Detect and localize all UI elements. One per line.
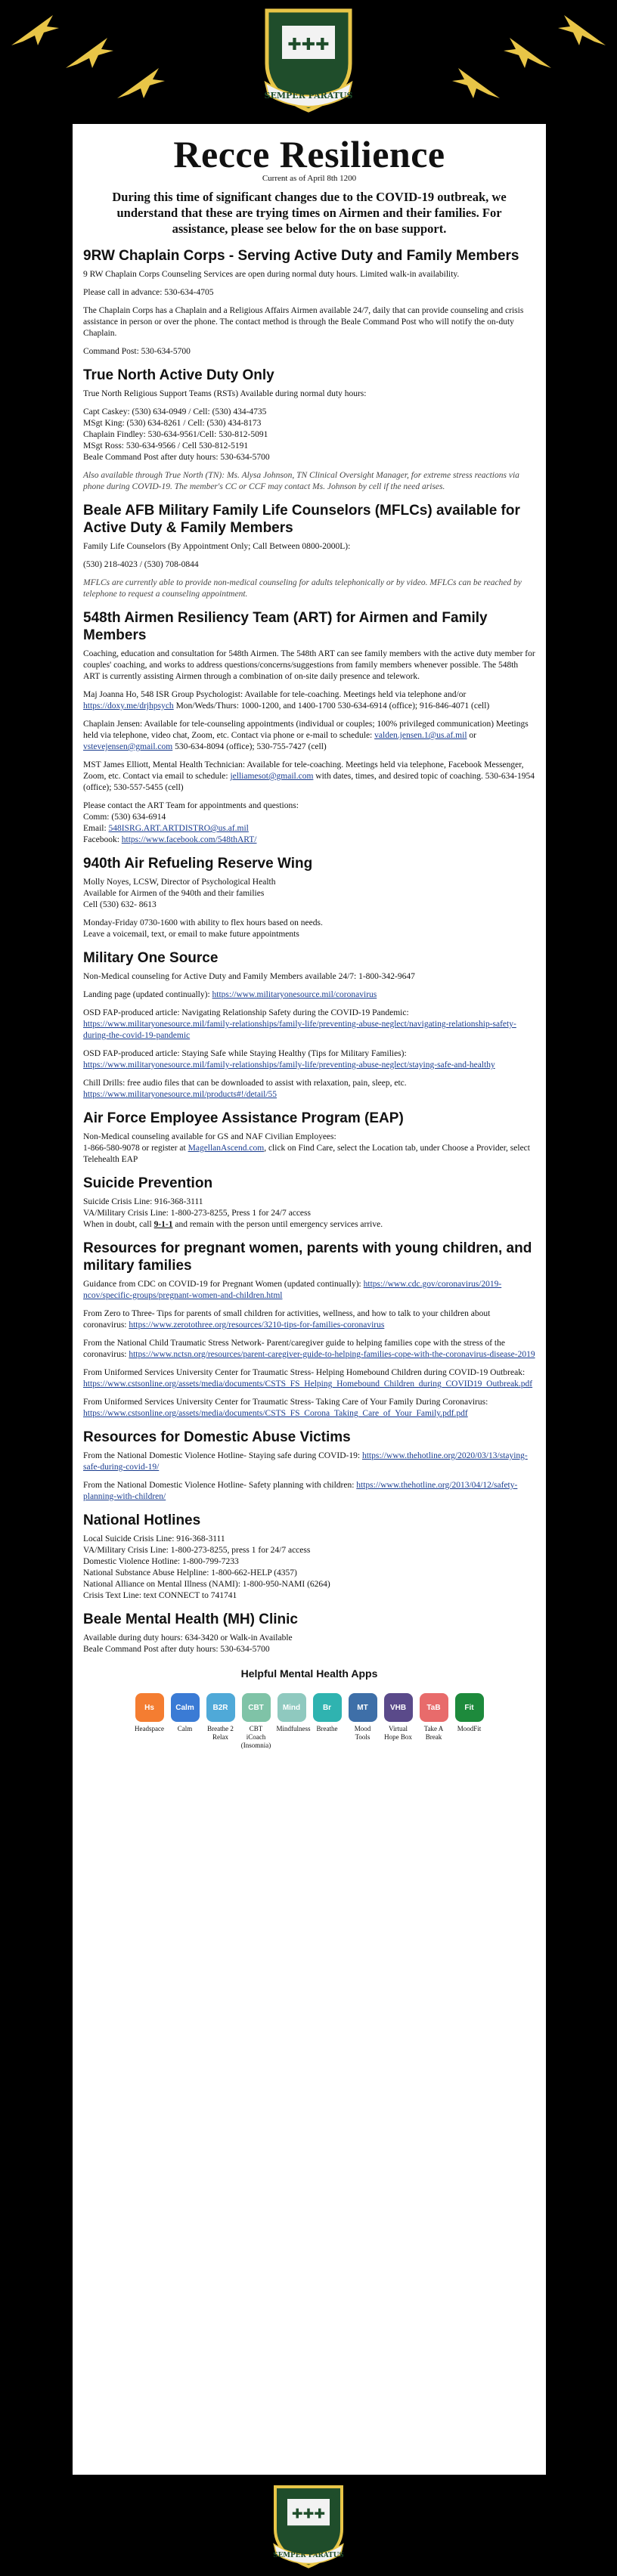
app-label: Mindfulness (276, 1725, 311, 1732)
text: Crisis Text Line: text CONNECT to 741741 (83, 1591, 237, 1600)
app-label: Headspace (135, 1725, 164, 1732)
app-label: Take A Break (423, 1725, 444, 1741)
web-link[interactable]: https://www.thehotline.org/2020/03/13/staying-safe-during-covid-19/ (83, 1451, 528, 1472)
text: Chill Drills: free audio files that can be downloaded to assist with relaxation, pain, sleep, etc. (83, 1079, 407, 1088)
text: National Substance Abuse Helpline: 1-800-662-HELP (4357) (83, 1568, 297, 1577)
svg-text:✚✚✚: ✚✚✚ (291, 2506, 326, 2522)
paragraph (83, 1338, 535, 1361)
text: Cell (530) 632- 8613 (83, 900, 157, 909)
paragraph (83, 1279, 535, 1302)
intro-text: During this time of significant changes due to the COVID-19 outbreak, we understand that these are trying times on Airmen and their families. For assistance, please see below for the on base support. (112, 190, 507, 236)
note: Also available through True North (TN): Ms. Alysa Johnson, TN Clinical Oversight Manager, for extreme stress reactions via phone during COVID-19. The member's CC or CCF may contact Ms. Johnson by cell if the need arises. (83, 471, 519, 491)
web-link[interactable]: https://www.thehotline.org/2013/04/12/safety-planning-with-children/ (83, 1481, 518, 1501)
section-title: Air Force Employee Assistance Program (EAP) (83, 1110, 404, 1126)
text: When in doubt, call (83, 1220, 152, 1229)
jet-icon (557, 11, 609, 49)
paragraph (83, 989, 535, 1001)
paragraph (83, 760, 535, 794)
web-link[interactable]: https://www.militaryonesource.mil/coronavirus (212, 990, 377, 999)
text: From Uniformed Services University Center for Traumatic Stress- Taking Care of Your Family During Coronavirus: (83, 1398, 488, 1407)
text: National Alliance on Mental Illness (NAMI): 1-800-950-NAMI (6264) (83, 1580, 330, 1589)
text: Guidance from CDC on COVID-19 for Pregnant Women (updated continually): (83, 1280, 361, 1289)
app-label: Breathe (316, 1725, 338, 1732)
jet-icon (451, 64, 504, 102)
section-title: National Hotlines (83, 1512, 201, 1528)
text: Domestic Violence Hotline: 1-800-799-7233 (83, 1557, 239, 1566)
app-item[interactable] (348, 1693, 378, 1750)
text: Email: (83, 824, 107, 833)
paragraph: Please call in advance: 530-634-4705 (83, 288, 214, 297)
as-of-date: Current as of April 8th 1200 (262, 174, 357, 183)
email-link[interactable]: 548ISRG.ART.ARTDISTRO@us.af.mil (108, 824, 249, 833)
app-icon: TaB (420, 1693, 448, 1722)
section-title: Suicide Prevention (83, 1175, 213, 1191)
section-title: Beale Mental Health (MH) Clinic (83, 1612, 298, 1627)
wing-emblem-icon (263, 2481, 354, 2571)
text: OSD FAP-produced article: Navigating Relationship Safety during the COVID-19 Pandemic: (83, 1008, 409, 1017)
apps-title: Helpful Mental Health Apps (240, 1667, 378, 1680)
facebook-link[interactable]: https://www.facebook.com/548thART/ (121, 835, 257, 844)
app-icon: Mind (277, 1693, 306, 1722)
email-link[interactable]: valden.jensen.1@us.af.mil (374, 731, 467, 740)
section-title: 940th Air Refueling Reserve Wing (83, 856, 313, 872)
paragraph (83, 1008, 535, 1042)
app-icon: Hs (135, 1693, 164, 1722)
paragraph (83, 719, 535, 753)
paragraph: 9 RW Chaplain Corps Counseling Services are open during normal duty hours. Limited walk-in availability. (83, 270, 460, 279)
text: Maj Joanna Ho, 548 ISR Group Psychologist: Available for tele-coaching. Meetings held via telephone and/or (83, 690, 467, 699)
email-link[interactable]: vstevejensen@gmail.com (83, 742, 173, 751)
paragraph (83, 1367, 535, 1390)
paragraph (83, 1048, 535, 1071)
text: with dates, times, and desired topic of coaching. 530-634-1954 (office); 530-557-5455 (cell) (83, 772, 535, 792)
section-title: 548th Airmen Resiliency Team (ART) for Airmen and Family Members (83, 610, 488, 643)
web-link[interactable]: https://www.cstsonline.org/assets/media/documents/CSTS_FS_Corona_Taking_Care_of_Your_Family.pdf.pdf (83, 1409, 468, 1418)
text: MST James Elliott, Mental Health Technician: Available for tele-coaching. Meetings held via telephone, Facebook Messenger, Zoom, etc. Contact via email to schedule: (83, 760, 524, 781)
resilience-document (73, 124, 546, 2475)
paragraph (83, 1633, 535, 1655)
paragraph (83, 1451, 535, 1473)
email-link[interactable]: jelliamesot@gmail.com (230, 772, 314, 781)
page-title: Recce Resilience (173, 133, 445, 175)
section-title: Military One Source (83, 950, 219, 966)
svg-text:SEMPER PARATUS: SEMPER PARATUS (264, 91, 353, 101)
web-link[interactable]: https://www.militaryonesource.mil/products#!/detail/55 (83, 1090, 277, 1099)
app-label: MoodFit (457, 1725, 482, 1732)
paragraph: Non-Medical counseling for Active Duty and Family Members available 24/7: 1-800-342-9647 (83, 972, 415, 981)
contact-line: MSgt King: (530) 634-8261 / Cell: (530) 434-8173 (83, 419, 262, 428)
text: Suicide Crisis Line: 916-368-3111 (83, 1197, 203, 1206)
paragraph (83, 918, 535, 940)
section-title: True North Active Duty Only (83, 367, 274, 383)
text: From Uniformed Services University Center for Traumatic Stress- Helping Homebound Children during COVID-19 Outbreak: (83, 1368, 526, 1377)
web-link[interactable]: MagellanAscend.com (188, 1144, 265, 1153)
app-icon: MT (349, 1693, 377, 1722)
app-item[interactable] (276, 1693, 311, 1750)
paragraph: True North Religious Support Teams (RSTs) Available during normal duty hours: (83, 389, 367, 398)
text: , click on Find Care, select the Location tab, under Choose a Provider, select Telehealth EAP (83, 1144, 530, 1164)
text: Comm: (530) 634-6914 (83, 813, 166, 822)
text: From the National Child Traumatic Stress Network- Parent/caregiver guide to helping families cope with the stress of the coronavirus: (83, 1339, 505, 1359)
note: MFLCs are currently able to provide non-medical counseling for adults telephonically or by video. MFLCs can be reached by telephone to request a counseling appointment. (83, 578, 522, 599)
contact-line: MSgt Ross: 530-634-9566 / Cell 530-812-5191 (83, 441, 249, 450)
text: OSD FAP-produced article: Staying Safe while Staying Healthy (Tips for Military Families): (83, 1049, 407, 1058)
app-icon: B2R (206, 1693, 235, 1722)
app-icon: Calm (171, 1693, 200, 1722)
web-link[interactable]: https://www.militaryonesource.mil/family-relationships/family-life/preventing-abuse-neglect/navigating-relationship-safety-during-the-covid-19-pandemic (83, 1020, 516, 1040)
text: VA/Military Crisis Line: 1-800-273-8255, Press 1 for 24/7 access (83, 1209, 311, 1218)
app-icon: CBT (242, 1693, 271, 1722)
text: Available for Airmen of the 940th and their families (83, 889, 265, 898)
text: Landing page (updated continually): (83, 990, 210, 999)
text: Molly Noyes, LCSW, Director of Psychological Health (83, 878, 276, 887)
paragraph: Command Post: 530-634-5700 (83, 347, 191, 356)
text: or (469, 731, 476, 740)
text: From Zero to Three- Tips for parents of small children for activities, wellness, and how to talk to your children about coronavirus: (83, 1309, 491, 1330)
paragraph (83, 1197, 535, 1231)
section-title: Resources for Domestic Abuse Victims (83, 1429, 351, 1445)
jet-icon (8, 11, 60, 49)
web-link[interactable]: https://www.zerotothree.org/resources/3210-tips-for-families-coronavirus (129, 1321, 385, 1330)
text: 530-634-8094 (office); 530-755-7427 (cell) (175, 742, 327, 751)
paragraph (83, 1132, 535, 1166)
section-title: Resources for pregnant women, parents with young children, and military families (83, 1240, 532, 1274)
text: Non-Medical counseling available for GS and NAF Civilian Employees: (83, 1132, 336, 1141)
paragraph (83, 689, 535, 712)
paragraph: (530) 218-4023 / (530) 708-0844 (83, 560, 199, 569)
text: VA/Military Crisis Line: 1-800-273-8255, press 1 for 24/7 access (83, 1546, 311, 1555)
app-item[interactable] (454, 1693, 485, 1750)
text: and remain with the person until emergency services arrive. (175, 1220, 383, 1229)
app-icon: VHB (384, 1693, 413, 1722)
jet-icon (113, 64, 166, 102)
app-item[interactable] (312, 1693, 343, 1750)
app-item[interactable] (135, 1693, 165, 1750)
contact-list (83, 407, 535, 463)
contact-line: Chaplain Findley: 530-634-9561/Cell: 530-812-5091 (83, 430, 268, 439)
paragraph: Family Life Counselors (By Appointment Only; Call Between 0800-2000L): (83, 542, 351, 551)
text: 1-866-580-9078 or register at (83, 1144, 186, 1153)
text: Available during duty hours: 634-3420 or Walk-in Available (83, 1633, 293, 1643)
text: Beale Command Post after duty hours: 530-634-5700 (83, 1645, 270, 1654)
paragraph (83, 1078, 535, 1101)
footer-banner (0, 2479, 617, 2576)
app-item[interactable] (206, 1693, 236, 1750)
app-label: Virtual Hope Box (384, 1725, 412, 1741)
app-icon: Br (313, 1693, 342, 1722)
text: From the National Domestic Violence Hotline- Staying safe during COVID-19: (83, 1451, 361, 1460)
paragraph: Coaching, education and consultation for 548th Airmen. The 548th ART can see family members with the active duty member for couples' coaching, and works to address questions/concerns/suggestions from family members whenever possible. The 548th ART is currently assisting Airmen through a combination of on-site daily presence and telework. (83, 649, 535, 681)
header-banner (0, 0, 617, 121)
web-link[interactable]: https://www.nctsn.org/resources/parent-caregiver-guide-to-helping-families-cope-with-the-coronavirus-disease-2019 (129, 1350, 535, 1359)
paragraph (83, 877, 535, 911)
contact-line: Beale Command Post after duty hours: 530-634-5700 (83, 453, 270, 462)
app-list (83, 1693, 535, 1750)
text: From the National Domestic Violence Hotline- Safety planning with children: (83, 1481, 355, 1490)
svg-text:✚✚✚: ✚✚✚ (287, 36, 330, 54)
web-link[interactable]: https://www.cdc.gov/coronavirus/2019-ncov/specific-groups/pregnant-women-and-children.html (83, 1280, 502, 1300)
app-label: Calm (177, 1725, 193, 1732)
app-label: CBT iCoach (Insomnia) (240, 1725, 271, 1749)
web-link[interactable]: https://www.cstsonline.org/assets/media/documents/CSTS_FS_Helping_Homebound_Children_during_COVID19_Outbreak.pdf (83, 1379, 533, 1389)
emergency-number: 9-1-1 (153, 1220, 173, 1229)
text: Leave a voicemail, text, or email to make future appointments (83, 930, 299, 939)
text: Facebook: (83, 835, 119, 844)
web-link[interactable]: https://www.militaryonesource.mil/family-relationships/family-life/preventing-abuse-neglect/staying-safe-and-healthy (83, 1060, 495, 1070)
app-icon: Fit (455, 1693, 484, 1722)
svg-text:SEMPER PARATUS: SEMPER PARATUS (273, 2551, 344, 2559)
doxy-link[interactable]: https://doxy.me/drjhpsych (83, 701, 174, 711)
app-item[interactable] (241, 1693, 271, 1750)
paragraph (83, 1308, 535, 1331)
app-item[interactable] (170, 1693, 200, 1750)
section-title: Beale AFB Military Family Life Counselors (MFLCs) available for Active Duty & Family Members (83, 503, 520, 536)
jet-icon (502, 34, 555, 72)
paragraph: The Chaplain Corps has a Chaplain and a Religious Affairs Airmen available 24/7, daily that can provide counseling and crisis assistance in person or over the phone. The contact method is through the Beale Command Post who will notify the on-duty Chaplain. (83, 306, 524, 338)
contact-line: Capt Caskey: (530) 634-0949 / Cell: (530) 434-4735 (83, 407, 267, 416)
wing-emblem-icon (252, 3, 365, 116)
app-label: Mood Tools (354, 1725, 371, 1741)
text: Mon/Weds/Thurs: 1000-1200, and 1400-1700 530-634-6914 (office); 916-846-4071 (cell) (175, 701, 490, 711)
app-item[interactable] (419, 1693, 449, 1750)
text: Local Suicide Crisis Line: 916-368-3111 (83, 1534, 225, 1543)
paragraph (83, 800, 535, 846)
paragraph (83, 1534, 535, 1602)
paragraph (83, 1480, 535, 1503)
app-label: Breathe 2 Relax (207, 1725, 234, 1741)
paragraph (83, 1397, 535, 1420)
app-item[interactable] (383, 1693, 414, 1750)
jet-icon (62, 34, 115, 72)
text: Monday-Friday 0730-1600 with ability to flex hours based on needs. (83, 918, 323, 927)
text: Please contact the ART Team for appointments and questions: (83, 801, 299, 810)
section-title: 9RW Chaplain Corps - Serving Active Duty and Family Members (83, 248, 519, 264)
text: Chaplain Jensen: Available for tele-counseling appointments (individual or couples; 100% privileged communication) Meetings held via telephone, video chat, Zoom, etc. Contact via phone or e-mail to schedule: (83, 720, 529, 740)
